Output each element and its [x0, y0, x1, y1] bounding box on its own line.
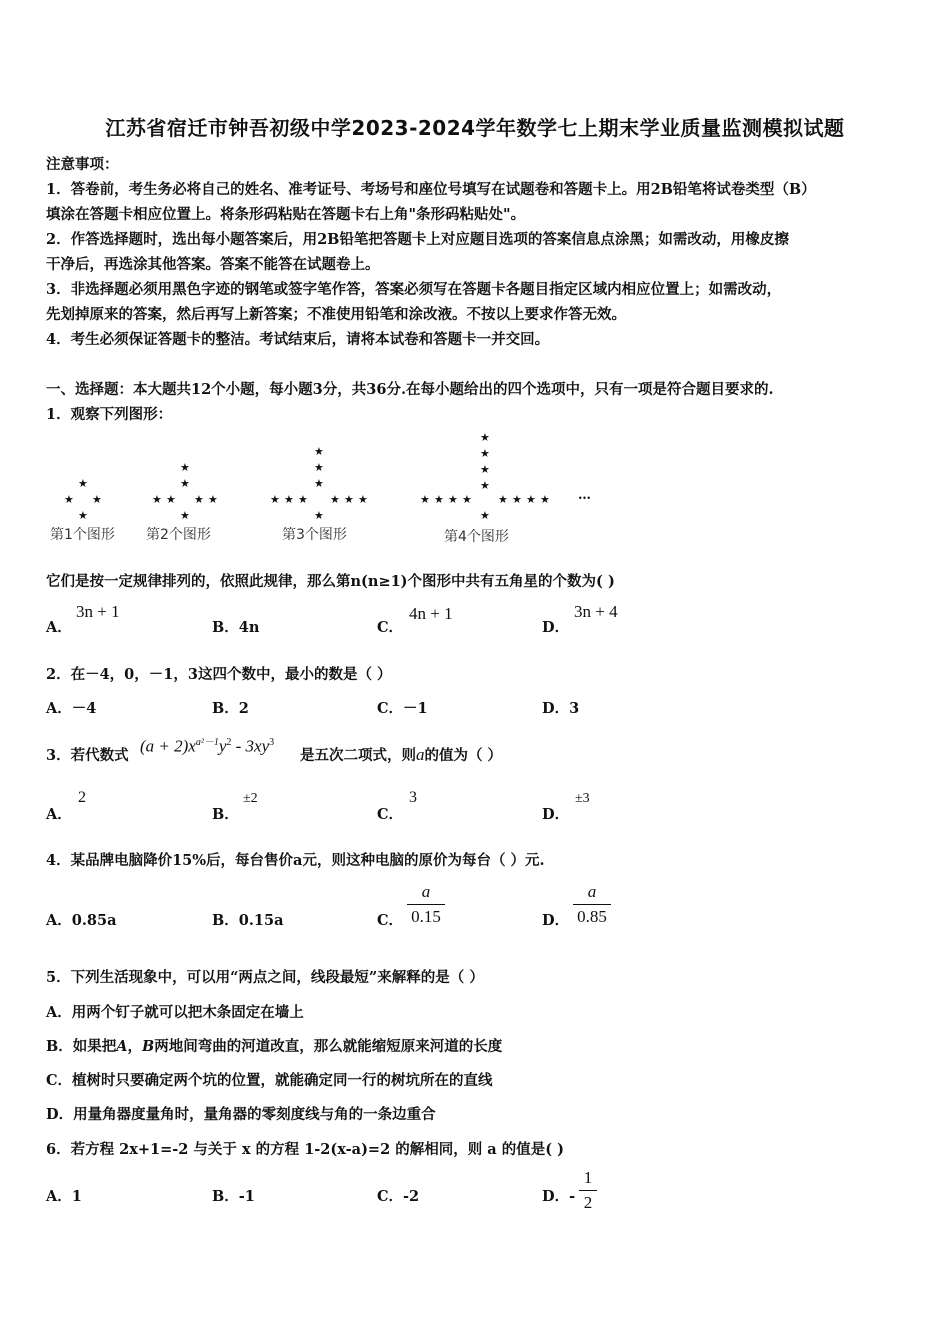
q4-option-a: A．0.85a: [46, 912, 117, 929]
q3-suffix-text-2: 的值为（ ）: [424, 747, 503, 764]
fraction-denominator: 0.85: [577, 907, 607, 926]
q1-option-a: A．: [46, 619, 72, 636]
q3-expr-exp2: 2: [226, 737, 232, 748]
star-icon: ★: [344, 493, 354, 506]
star-icon: ★: [480, 463, 490, 476]
q2-option-d: D．3: [542, 700, 580, 717]
q5-stem: 5．下列生活现象中，可以用“两点之间，线段最短”来解释的是（ ）: [46, 969, 484, 986]
q6-option-a: A．1: [46, 1188, 82, 1205]
star-icon: ★: [358, 493, 368, 506]
notes-line-4: 干净后，再选涂其他答案。答案不能答在试题卷上。: [46, 256, 380, 273]
fraction-bar: [579, 1190, 597, 1191]
q6-option-d-fraction: [579, 1168, 597, 1213]
fraction-bar: [573, 904, 611, 905]
q3-option-d-value: ±3: [575, 791, 590, 806]
q1-question: 它们是按一定规律排列的，依照此规律，那么第n(n≥1)个图形中共有五角星的个数为( ): [46, 573, 615, 590]
figure-label-1: 第1个图形: [50, 527, 115, 543]
q4-option-c: C．: [377, 912, 404, 929]
q1-option-c-math: 4n + 1: [409, 604, 453, 623]
star-icon: ★: [448, 493, 458, 506]
ellipsis: …: [578, 488, 591, 503]
q1-option-d-math: 3n + 4: [574, 602, 618, 621]
star-icon: ★: [330, 493, 340, 506]
star-icon: ★: [298, 493, 308, 506]
q3-suffix: [300, 744, 502, 765]
q1-option-b: B．4n: [212, 619, 260, 636]
q4-option-b: B．0.15a: [212, 912, 284, 929]
section-heading: 一、选择题：本大题共12个小题，每小题3分，共36分.在每小题给出的四个选项中，只有一项是符合题目要求的.: [46, 381, 774, 398]
point-b: B: [142, 1038, 155, 1055]
star-icon: ★: [314, 461, 324, 474]
q3-expr-y: y: [218, 736, 227, 756]
star-icon: ★: [208, 493, 218, 506]
q3-variable: a: [416, 745, 425, 764]
q4-option-d: D．: [542, 912, 570, 929]
q2-option-a: A．－4: [46, 700, 97, 717]
q6-stem: 6．若方程 2x+1=-2 与关于 x 的方程 1-2(x-a)=2 的解相同，则 a 的值是( ): [46, 1141, 564, 1158]
q3-expr-minus: - 3xy: [231, 736, 270, 756]
q2-option-b: B．2: [212, 700, 249, 717]
figure-label-2: 第2个图形: [146, 527, 211, 543]
q3-prefix: 3．若代数式: [46, 747, 129, 764]
notes-line-3: 2．作答选择题时，选出每小题答案后，用2B铅笔把答题卡上对应题目选项的答案信息点涂黑；如需改动，用橡皮擦: [46, 231, 789, 248]
q3-option-a-value: 2: [78, 789, 86, 806]
notes-heading: 注意事项：: [46, 156, 119, 173]
q3-option-d: D．: [542, 806, 570, 823]
q3-expr-main: (a + 2)x: [140, 736, 196, 756]
star-icon: ★: [314, 445, 324, 458]
q2-option-c: C．－1: [377, 700, 428, 717]
notes-line-1: 1．答卷前，考生务必将自己的姓名、准考证号、考场号和座位号填写在试题卷和答题卡上。用2B铅笔将试卷类型（B）: [46, 181, 816, 198]
star-icon: ★: [480, 479, 490, 492]
q3-option-c-value: 3: [409, 789, 417, 806]
star-icon: ★: [480, 431, 490, 444]
point-a: A: [116, 1038, 128, 1055]
fraction-denominator: 0.15: [411, 907, 441, 926]
q3-option-c: C．: [377, 806, 404, 823]
q3-expr-exp1: a²－1: [195, 737, 219, 748]
star-icon: ★: [180, 477, 190, 490]
star-icon: ★: [92, 493, 102, 506]
star-icon: ★: [420, 493, 430, 506]
q3-expression: [140, 733, 274, 757]
star-icon: ★: [480, 447, 490, 460]
star-icon: ★: [314, 477, 324, 490]
star-icon: ★: [270, 493, 280, 506]
q5-option-c: C．植树时只要确定两个坑的位置，就能确定同一行的树坑所在的直线: [46, 1072, 493, 1089]
fraction-numerator: a: [421, 882, 431, 901]
q3-option-b: B．: [212, 806, 239, 823]
star-icon: ★: [526, 493, 536, 506]
star-icon: ★: [180, 509, 190, 522]
star-icon: ★: [78, 509, 88, 522]
star-icon: ★: [498, 493, 508, 506]
q1-option-a-math: 3n + 1: [76, 602, 120, 621]
q2-stem: 2．在－4，0，－1，3这四个数中，最小的数是（ ）: [46, 666, 392, 683]
q4-option-d-fraction: [573, 882, 611, 927]
q5-option-d: D．用量角器度量角时，量角器的零刻度线与角的一条边重合: [46, 1106, 436, 1123]
q5-option-b-comma: ，: [127, 1038, 143, 1055]
q3-option-b-value: ±2: [243, 791, 258, 806]
star-icon: ★: [194, 493, 204, 506]
star-pattern-figure: [46, 428, 606, 550]
q3-suffix-text: 是五次二项式，则: [300, 747, 416, 764]
notes-line-7: 4．考生必须保证答题卡的整洁。考试结束后，请将本试卷和答题卡一并交回。: [46, 331, 550, 348]
q5-option-b: [46, 1035, 916, 1056]
star-icon: ★: [64, 493, 74, 506]
star-icon: ★: [78, 477, 88, 490]
q1-stem: 1．观察下列图形：: [46, 406, 173, 423]
figure-label-4: 第4个图形: [444, 529, 509, 545]
notes-line-5: 3．非选择题必须用黑色字迹的钢笔或签字笔作答，答案必须写在答题卡各题目指定区域内相应位置上；如需改动，: [46, 281, 782, 298]
star-icon: ★: [434, 493, 444, 506]
fraction-bar: [407, 904, 445, 905]
q5-option-b-text: 两地间弯曲的河道改直，那么就能缩短原来河道的长度: [154, 1038, 503, 1055]
star-icon: ★: [480, 509, 490, 522]
q3-option-a: A．: [46, 806, 72, 823]
q1-option-c: C．: [377, 619, 404, 636]
notes-line-6: 先划掉原来的答案，然后再写上新答案；不准使用铅笔和涂改液。不按以上要求作答无效。: [46, 306, 626, 323]
star-icon: ★: [180, 461, 190, 474]
q6-option-b: B．-1: [212, 1188, 255, 1205]
star-icon: ★: [314, 509, 324, 522]
notes-line-2: 填涂在答题卡相应位置上。将条形码粘贴在答题卡右上角"条形码粘贴处"。: [46, 206, 526, 223]
q6-option-c: C．-2: [377, 1188, 420, 1205]
star-icon: ★: [166, 493, 176, 506]
fraction-numerator: 1: [583, 1168, 593, 1187]
q4-option-c-fraction: [407, 882, 445, 927]
q4-stem: 4．某品牌电脑降价15%后，每台售价a元，则这种电脑的原价为每台（ ）元.: [46, 852, 545, 869]
fraction-numerator: a: [587, 882, 597, 901]
q6-option-d: D．-: [542, 1188, 576, 1205]
star-icon: ★: [284, 493, 294, 506]
star-icon: ★: [152, 493, 162, 506]
q5-option-a: A．用两个钉子就可以把木条固定在墙上: [46, 1004, 304, 1021]
star-icon: ★: [540, 493, 550, 506]
star-icon: ★: [462, 493, 472, 506]
exam-title: 江苏省宿迁市钟吾初级中学2023-2024学年数学七上期末学业质量监测模拟试题: [105, 116, 845, 140]
figure-label-3: 第3个图形: [282, 527, 347, 543]
q1-option-d: D．: [542, 619, 570, 636]
q5-option-b-prefix: B．如果把: [46, 1038, 117, 1055]
q3-expr-exp3: 3: [269, 737, 275, 748]
star-icon: ★: [512, 493, 522, 506]
fraction-denominator: 2: [583, 1193, 593, 1212]
